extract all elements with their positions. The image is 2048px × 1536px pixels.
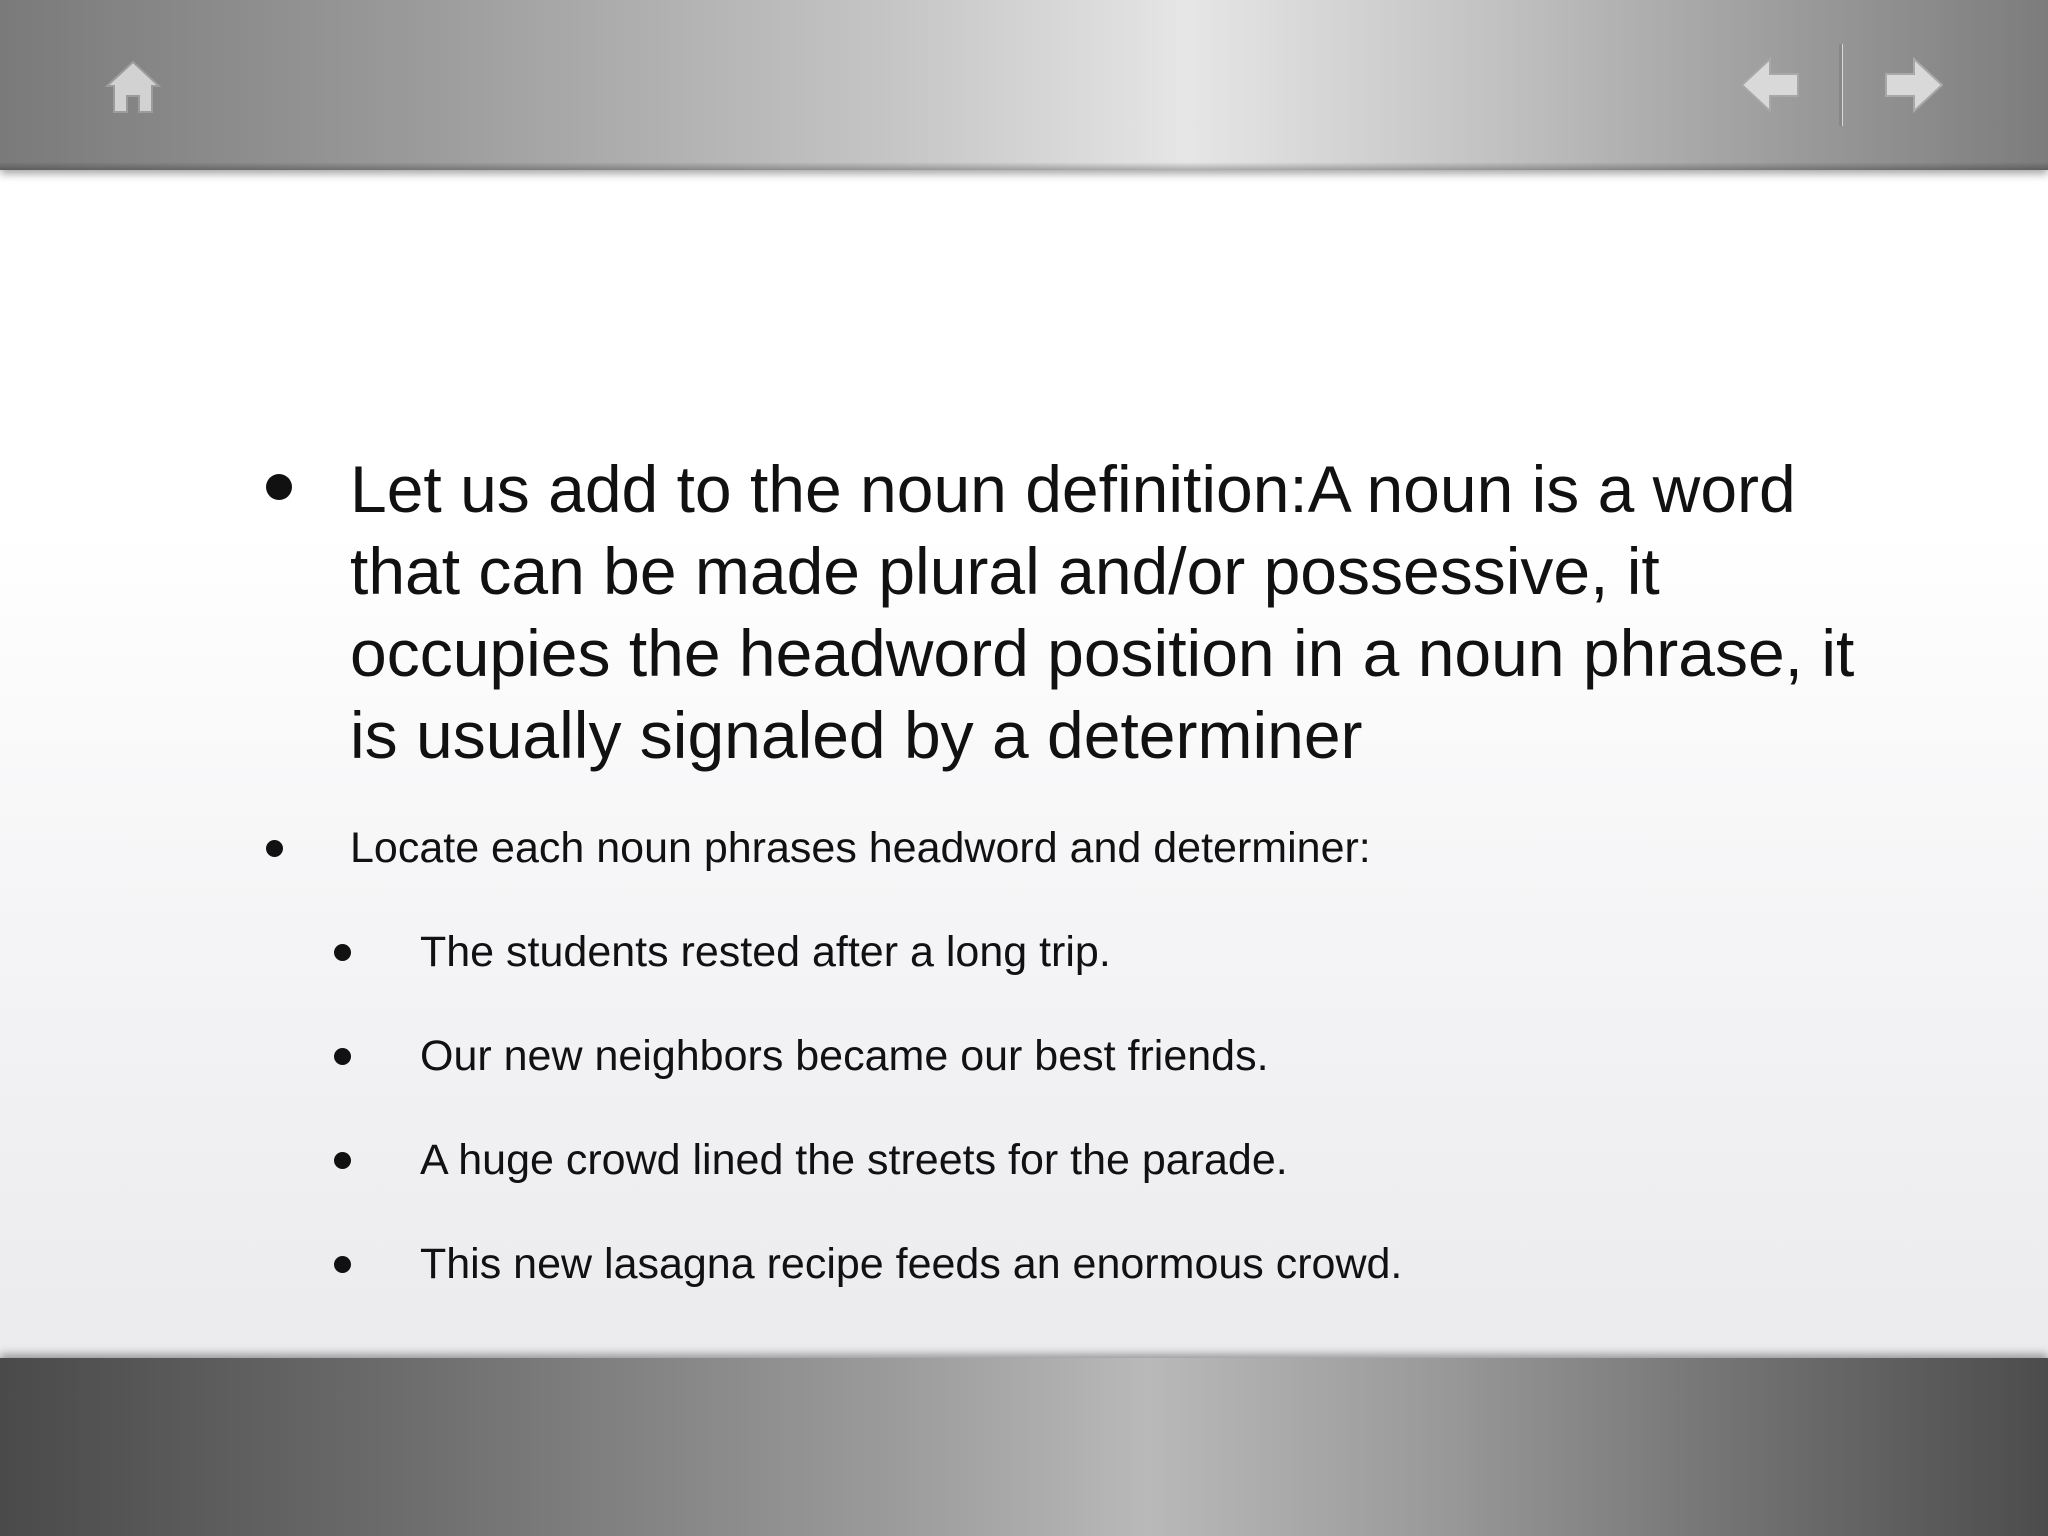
second-bullet-text: Locate each noun phrases headword and determiner: <box>350 824 1371 872</box>
second-bullet <box>260 818 1860 878</box>
example-sentence <box>330 922 1830 982</box>
main-bullet <box>260 448 1860 776</box>
example-text: Our new neighbors became our best friends. <box>420 1032 1269 1080</box>
example-text: The students rested after a long trip. <box>420 928 1111 976</box>
example-text: This new lasagna recipe feeds an enormous crowd. <box>420 1240 1403 1288</box>
example-sentence <box>330 1130 1830 1190</box>
bullet-dot <box>266 474 292 500</box>
bullet-dot <box>334 944 351 961</box>
bullet-dot <box>266 840 283 857</box>
example-sentence <box>330 1234 1830 1294</box>
main-bullet-text: Let us add to the noun definition:A noun is a word that can be made plural and/or possessive, it occupies the headword position in a noun phrase, it is usually signaled by a determiner <box>350 452 1855 772</box>
bullet-dot <box>334 1152 351 1169</box>
bullet-dot <box>334 1256 351 1273</box>
bullet-dot <box>334 1048 351 1065</box>
example-text: A huge crowd lined the streets for the parade. <box>420 1136 1288 1184</box>
example-sentence <box>330 1026 1830 1086</box>
